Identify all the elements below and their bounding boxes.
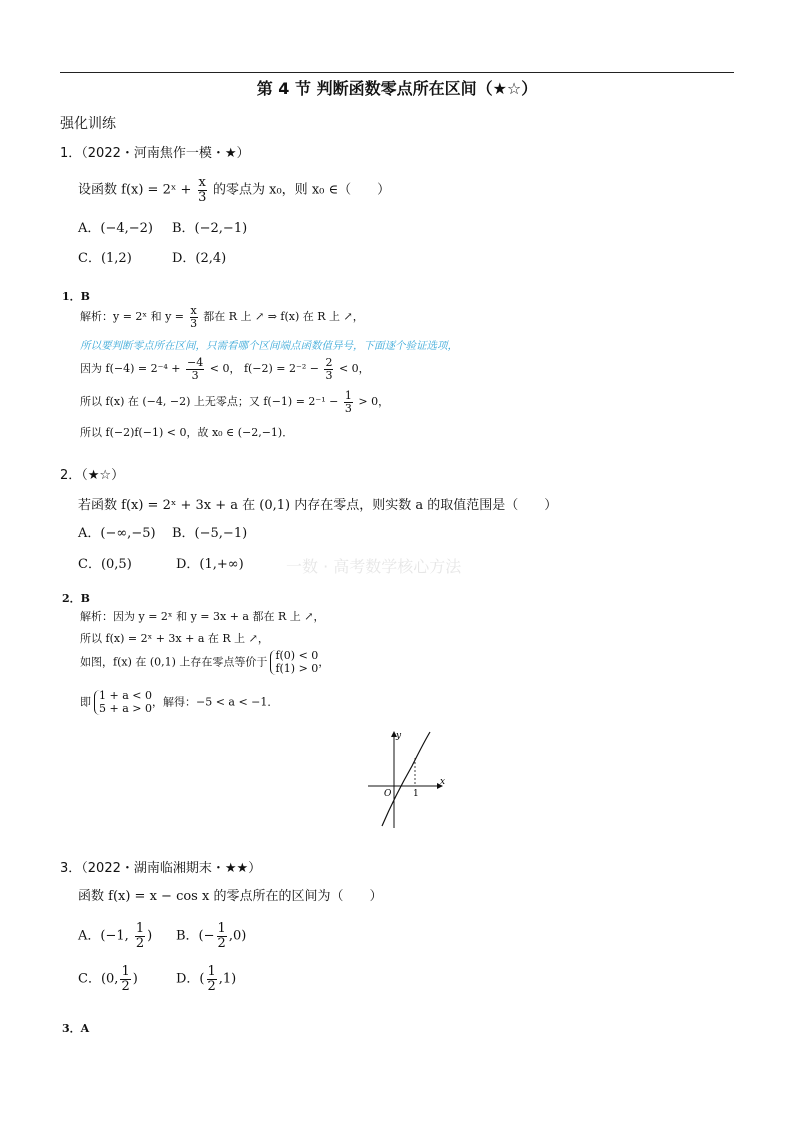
- q1-solution-line-1: 解析：y = 2ˣ 和 y = $\frac{x}{3}$ 都在 R 上 ↗ ⇒ f(x) 在 R 上 ↗，: [80, 304, 364, 330]
- fraction: $\frac{1}{3}$: [344, 389, 352, 415]
- function-curve: [382, 732, 430, 826]
- q1-option-d: D．(2,4): [172, 251, 227, 266]
- system-brace: f(0) < 0 f(1) > 0: [270, 650, 318, 675]
- q1-solution-line-2: 因为 f(−4) = 2⁻⁴ + $\frac{-4}{3}$ < 0， f(−2) = 2⁻² − $\frac{2}{3}$ < 0，: [80, 356, 370, 382]
- fraction: $\frac{x}{3}$: [190, 304, 198, 330]
- q2-option-b: B．(−5,−1): [172, 526, 248, 541]
- header-rule: [60, 72, 734, 73]
- function-graph: [360, 728, 450, 830]
- q3-option-c: C．(0, $\frac{1}{2}$ ): [78, 964, 138, 994]
- page-title: 第 4 节 判断函数零点所在区间（★☆）: [256, 79, 538, 98]
- q2-solution-line-3: 如图，f(x) 在 (0,1) 上存在零点等价于 f(0) < 0 f(1) > 0 ，: [80, 649, 330, 675]
- q1-option-b: B．(−2,−1): [172, 221, 248, 236]
- q2-solution-line-4: 即 1 + a < 0 5 + a > 0 ，解得：−5 < a < −1．: [80, 689, 279, 715]
- q1-solution-note: 所以要判断零点所在区间，只需看哪个区间端点函数值异号，下面逐个验证选项，: [80, 340, 458, 352]
- question-1-stem: 设函数 f(x) = 2ˣ + $\frac{x}{3}$ 的零点为 x₀，则 x₀ ∈（ ）: [78, 175, 391, 205]
- section-heading: 强化训练: [60, 116, 116, 132]
- fraction: $\frac{2}{3}$: [325, 356, 333, 382]
- fraction: $\frac{1}{2}$: [121, 964, 130, 994]
- q2-solution-line-2: 所以 f(x) = 2ˣ + 3x + a 在 R 上 ↗，: [80, 632, 269, 645]
- q2-solution-line-1: 解析：因为 y = 2ˣ 和 y = 3x + a 都在 R 上 ↗，: [80, 610, 325, 623]
- q3-option-d: D．( $\frac{1}{2}$ ,1): [176, 964, 237, 994]
- q1-solution-line-3: 所以 f(x) 在 (−4, −2) 上无零点；又 f(−1) = 2⁻¹ − $\frac{1}{3}$ > 0，: [80, 389, 390, 415]
- fraction: $\frac{1}{2}$: [135, 921, 145, 951]
- q2-answer: 2．B: [62, 592, 90, 605]
- tick-label: 1: [413, 789, 419, 799]
- q3-answer: 3．A: [62, 1022, 90, 1035]
- origin-label: O: [384, 789, 392, 799]
- question-3-stem: 函数 f(x) = x − cos x 的零点所在的区间为（ ）: [78, 889, 383, 904]
- q1-option-c: C．(1,2): [78, 251, 132, 266]
- q2-option-a: A．(−∞,−5): [78, 526, 156, 541]
- question-2-heading: 2．（★☆）: [60, 468, 125, 483]
- question-1-heading: 1．（2022・河南焦作一模・★）: [60, 146, 250, 161]
- y-axis-label: y: [396, 731, 402, 741]
- question-3-heading: 3．（2022・湖南临湘期末・★★）: [60, 861, 262, 876]
- x-axis-label: x: [440, 777, 446, 787]
- q1-option-a: A．(−4,−2): [78, 221, 153, 236]
- watermark: 一数 · 高考数学核心方法: [286, 557, 462, 576]
- fraction: $\frac{1}{2}$: [207, 964, 216, 994]
- q1-answer: 1．B: [62, 290, 90, 303]
- question-2-stem: 若函数 f(x) = 2ˣ + 3x + a 在 (0,1) 内存在零点，则实数 a 的取值范围是（ ）: [78, 498, 558, 513]
- fraction: $\frac{x}{3}$: [198, 175, 207, 205]
- q1-solution-line-4: 所以 f(−2)f(−1) < 0，故 x₀ ∈ (−2,−1)．: [80, 426, 294, 439]
- q3-option-b: B．(− $\frac{1}{2}$ ,0): [176, 921, 247, 951]
- q2-option-d: D．(1,+∞): [176, 557, 244, 572]
- fraction: $\frac{1}{2}$: [217, 921, 226, 951]
- q2-option-c: C．(0,5): [78, 557, 132, 572]
- system-brace: 1 + a < 0 5 + a > 0: [94, 690, 152, 715]
- q3-option-a: A．(−1, $\frac{1}{2}$ ): [78, 921, 153, 951]
- fraction: $\frac{-4}{3}$: [187, 356, 204, 382]
